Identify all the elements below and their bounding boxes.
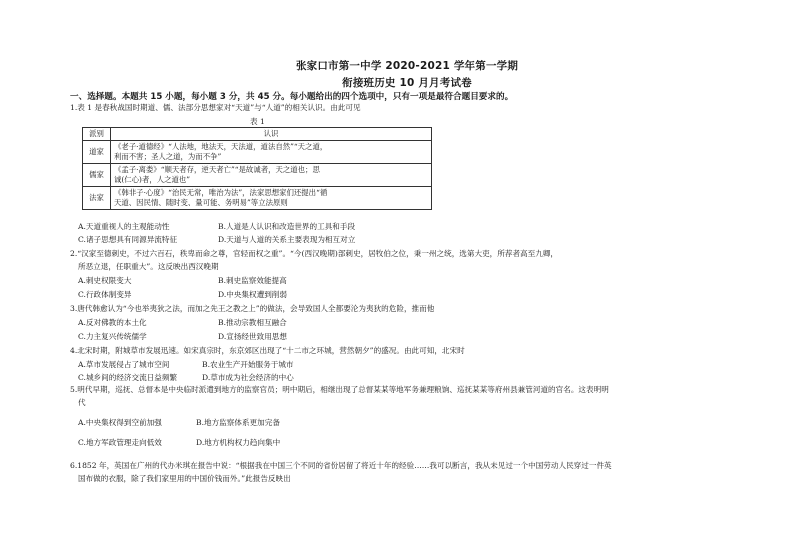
q1-table <box>82 127 432 210</box>
q5-option-c[interactable]: C.地方军政管理走向低效 <box>78 438 162 447</box>
section-heading: 一、选择题。本题共 15 小题，每小题 3 分，共 45 分。每小题给出的四个选项中，只有一项是最符合题目要求的。 <box>70 92 514 102</box>
q2-option-d[interactable]: D.中央集权遭到削弱 <box>218 290 287 299</box>
q4-option-d[interactable]: D.草市成为社会经济的中心 <box>202 373 294 382</box>
table-cell-view <box>111 187 432 210</box>
q1-option-d[interactable]: D.天道与人道的关系主要表现为相互对立 <box>218 235 356 244</box>
table-cell-line: 天道、因民情、随时变、量可能、务明易”等立法原则 <box>114 198 288 207</box>
q2-stem-line1: 2.“汉家至德刺史，不过六百石，秩卑而命之尊，官轻而权之重”。“今(西汉晚期)部刺史，居牧伯之位，秉一州之统，选第大吏，所荐者高至九卿， <box>70 249 559 258</box>
q4-stem: 4.北宋时期，附城草市发展迅速。如宋真宗时，东京郊区出现了“十二市之环城，营然朝夕”的盛况。由此可知，北宋时 <box>70 346 465 355</box>
q2-option-b[interactable]: B.刺史监察效能提高 <box>218 276 287 285</box>
q2-stem-line2: 所恶立退，任职重大”。这反映出西汉晚期 <box>78 262 219 271</box>
q4-option-b[interactable]: B.农业生产开始服务于城市 <box>202 360 294 369</box>
q4-option-c[interactable]: C.城乡间的经济交流日益频繁 <box>78 373 178 382</box>
table-cell-school: 儒家 <box>83 164 111 187</box>
q5-stem-line1: 5.明代早期，巡抚、总督本是中央临时派遣到地方的监察官员；明中期后，相继出现了总督某某等地军务兼理粮饷、巡抚某某等府州县兼管河道的官名。这表明明 <box>70 385 609 394</box>
table-cell-line: 诚(仁心)者，人之道也” <box>114 175 191 184</box>
q1-stem: 1.表 1 是春秋战国时期道、儒、法部分思想家对“天道”与“人道”的相关认识。由此可见 <box>70 103 361 112</box>
table-cell-line: 《孟子·离娄》“顺天者存，逆天者亡”“是故诚者，天之道也；思 <box>114 165 320 174</box>
table-cell-view <box>111 141 432 164</box>
table-row <box>83 187 432 210</box>
table-cell-line: 利而不害；圣人之道，为而不争” <box>114 152 222 161</box>
q3-option-a[interactable]: A.反对佛教的本土化 <box>78 318 147 327</box>
q1-option-b[interactable]: B.人道是人认识和改造世界的工具和手段 <box>218 222 356 231</box>
table-header-row <box>83 128 432 141</box>
table-cell-view <box>111 164 432 187</box>
q5-option-b[interactable]: B.地方监察体系更加完备 <box>196 418 280 427</box>
table-caption: 表 1 <box>250 117 265 126</box>
q5-option-a[interactable]: A.中央集权得到空前加强 <box>78 418 162 427</box>
q5-option-d[interactable]: D.地方机构权力趋向集中 <box>196 438 281 447</box>
q2-option-c[interactable]: C.行政体制变异 <box>78 290 132 299</box>
table-header-view: 认识 <box>111 128 432 141</box>
table-row <box>83 141 432 164</box>
q1-option-a[interactable]: A.天道重视人的主观能动性 <box>78 222 170 231</box>
q1-option-c[interactable]: C.诸子思想具有同源异流特征 <box>78 235 178 244</box>
q4-option-a[interactable]: A.草市发展侵占了城市空间 <box>78 360 170 369</box>
exam-title: 张家口市第一中学 2020-2021 学年第一学期 <box>295 60 519 72</box>
q3-option-c[interactable]: C.力主复兴传统儒学 <box>78 332 147 341</box>
q6-stem-line2: 国布做的衣服，除了我们家里用的中国价钱而外。”此报告反映出 <box>78 474 291 483</box>
q3-stem: 3.唐代韩愈认为“今也举夷狄之法，而加之先王之教之上”的做法，会导致国人全都要沦为夷狄的危险，推而他 <box>70 304 435 313</box>
q3-option-d[interactable]: D.宣扬经世致用思想 <box>218 332 287 341</box>
q5-stem-line2: 代 <box>78 398 86 407</box>
table-row <box>83 164 432 187</box>
q6-stem-line1: 6.1852 年，英国在广州的代办米琪在报告中说：“根据我在中国三个不同的省份居留了将近十年的经验……我可以断言，我从未见过一个中国劳动人民穿过一件英 <box>70 461 612 470</box>
table-cell-line: 《韩非子·心度》“治民无常，唯治为法”，法家思想家们还提出“循 <box>114 188 328 197</box>
table-header-school: 派别 <box>83 128 111 141</box>
table-cell-school: 道家 <box>83 141 111 164</box>
table-cell-line: 《老子·道德经》“人法地，地法天，天法道，道法自然”“天之道， <box>114 142 328 151</box>
exam-subtitle: 衔接班历史 10 月月考试卷 <box>342 77 472 89</box>
q2-option-a[interactable]: A.刺史权限变大 <box>78 276 132 285</box>
table-cell-school: 法家 <box>83 187 111 210</box>
q3-option-b[interactable]: B.推动宗教相互融合 <box>218 318 287 327</box>
